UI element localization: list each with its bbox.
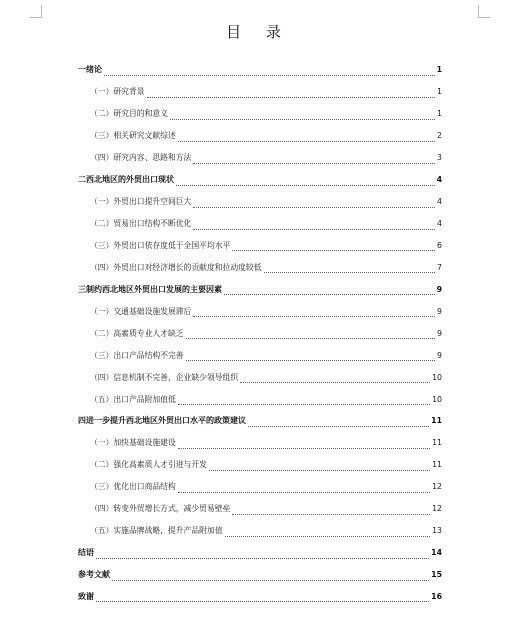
toc-page-number: 4 (436, 175, 442, 185)
toc-dot-leader (104, 66, 435, 76)
toc-entry-text: 一绪论 (78, 65, 102, 75)
toc-dot-leader (186, 351, 435, 361)
toc-entry-text: （二）高素质专业人才缺乏 (90, 328, 184, 338)
toc-page-number: 10 (432, 394, 442, 404)
toc-dot-leader (264, 263, 436, 273)
toc-dot-leader (193, 220, 435, 230)
toc-page-number: 16 (431, 591, 442, 601)
toc-section-entry[interactable] (78, 147, 442, 169)
toc-dot-leader (193, 198, 435, 208)
toc-chapter-entry[interactable] (78, 59, 442, 81)
toc-section-entry[interactable] (78, 125, 442, 147)
toc-entry-text: （五）实施品牌战略，提升产品附加值 (90, 526, 223, 536)
toc-entry-text: （五）出口产品附加值低 (90, 394, 176, 404)
toc-entry-text: （三）出口产品结构不完善 (90, 350, 184, 360)
table-of-contents (78, 59, 442, 607)
toc-dot-leader (178, 132, 435, 142)
toc-page-number: 15 (431, 570, 442, 580)
toc-entry-text: （二）强化高素质人才引进与开发 (90, 460, 207, 470)
toc-entry-text: （二）贸易出口结构不断优化 (90, 219, 192, 229)
toc-page-number: 10 (432, 372, 442, 382)
toc-entry-text: （四）研究内容、思路和方法 (90, 153, 192, 163)
toc-entry-text: 二西北地区的外贸出口现状 (78, 175, 174, 185)
toc-entry-text: 四进一步提升西北地区外贸出口水平的政策建议 (78, 416, 246, 426)
crop-mark-top-right (478, 6, 490, 18)
toc-dot-leader (248, 417, 429, 427)
toc-section-entry[interactable] (78, 300, 442, 322)
toc-dot-leader (178, 483, 430, 493)
toc-entry-text: （三）相关研究文献综述 (90, 131, 176, 141)
toc-entry-text: （一）交通基础设施发展滞后 (90, 306, 192, 316)
toc-dot-leader (96, 549, 429, 559)
toc-dot-leader (170, 110, 435, 120)
toc-page-number: 1 (437, 109, 442, 119)
toc-section-entry[interactable] (78, 366, 442, 388)
toc-entry-text: 结语 (78, 548, 94, 558)
toc-section-entry[interactable] (78, 388, 442, 410)
toc-chapter-entry[interactable] (78, 410, 442, 432)
toc-page-number: 6 (437, 240, 442, 250)
toc-page-number: 14 (431, 548, 442, 558)
toc-section-entry[interactable] (78, 432, 442, 454)
toc-dot-leader (224, 285, 435, 295)
toc-chapter-entry[interactable] (78, 278, 442, 300)
toc-dot-leader (225, 527, 431, 537)
toc-section-entry[interactable] (78, 256, 442, 278)
toc-page-number: 9 (437, 306, 442, 316)
toc-entry-text: （四）外贸出口对经济增长的贡献度和拉动度较低 (90, 262, 262, 272)
toc-entry-text: （三）优化出口商品结构 (90, 482, 176, 492)
toc-page-number: 2 (437, 131, 442, 141)
toc-dot-leader (147, 88, 435, 98)
toc-entry-text: 参考文献 (78, 570, 110, 580)
toc-dot-leader (232, 505, 430, 515)
toc-section-entry[interactable] (78, 476, 442, 498)
toc-dot-leader (176, 176, 435, 186)
toc-section-entry[interactable] (78, 213, 442, 235)
toc-dot-leader (193, 154, 435, 164)
toc-section-entry[interactable] (78, 322, 442, 344)
toc-section-entry[interactable] (78, 520, 442, 542)
toc-page-number: 12 (432, 504, 442, 514)
toc-dot-leader (240, 373, 430, 383)
toc-dot-leader (193, 307, 435, 317)
toc-dot-leader (96, 592, 429, 602)
toc-page-number: 9 (437, 350, 442, 360)
toc-page-number: 13 (432, 526, 442, 536)
toc-chapter-entry[interactable] (78, 564, 442, 586)
toc-entry-text: （二）研究目的和意义 (90, 109, 168, 119)
toc-entry-text: （一）研究背景 (90, 87, 145, 97)
toc-entry-text: 致谢 (78, 591, 94, 601)
toc-page-number: 11 (432, 438, 442, 448)
toc-section-entry[interactable] (78, 498, 442, 520)
toc-page-number: 7 (437, 262, 442, 272)
toc-page-number: 1 (437, 87, 442, 97)
toc-chapter-entry[interactable] (78, 169, 442, 191)
toc-chapter-entry[interactable] (78, 586, 442, 608)
toc-section-entry[interactable] (78, 191, 442, 213)
toc-page-number: 12 (432, 482, 442, 492)
toc-section-entry[interactable] (78, 344, 442, 366)
toc-dot-leader (209, 461, 430, 471)
toc-entry-text: （一）加快基础设施建设 (90, 438, 176, 448)
toc-entry-text: （四）转变外贸增长方式，减少贸易壁垒 (90, 504, 231, 514)
toc-dot-leader (178, 439, 430, 449)
toc-entry-text: （三）外贸出口依存度低于全国平均水平 (90, 240, 231, 250)
toc-section-entry[interactable] (78, 103, 442, 125)
toc-page-number: 9 (436, 284, 442, 294)
toc-section-entry[interactable] (78, 235, 442, 257)
toc-page-number: 3 (437, 153, 442, 163)
toc-dot-leader (112, 571, 429, 581)
toc-page-number: 4 (437, 197, 442, 207)
toc-dot-leader (232, 241, 435, 251)
toc-section-entry[interactable] (78, 81, 442, 103)
toc-dot-leader (178, 395, 430, 405)
toc-chapter-entry[interactable] (78, 542, 442, 564)
toc-page-number: 1 (436, 65, 442, 75)
toc-entry-text: （一）外贸出口提升空间巨大 (90, 197, 192, 207)
crop-mark-top-left (30, 6, 42, 18)
toc-entry-text: （四）信息机制不完善，企业缺少领导组织 (90, 372, 239, 382)
toc-section-entry[interactable] (78, 454, 442, 476)
toc-title: 目 录 (226, 23, 291, 41)
toc-page-number: 11 (432, 460, 442, 470)
toc-page-number: 11 (431, 416, 442, 426)
toc-dot-leader (186, 329, 435, 339)
toc-page-number: 9 (437, 328, 442, 338)
toc-page-number: 4 (437, 219, 442, 229)
toc-entry-text: 三制约西北地区外贸出口发展的主要因素 (78, 284, 222, 294)
